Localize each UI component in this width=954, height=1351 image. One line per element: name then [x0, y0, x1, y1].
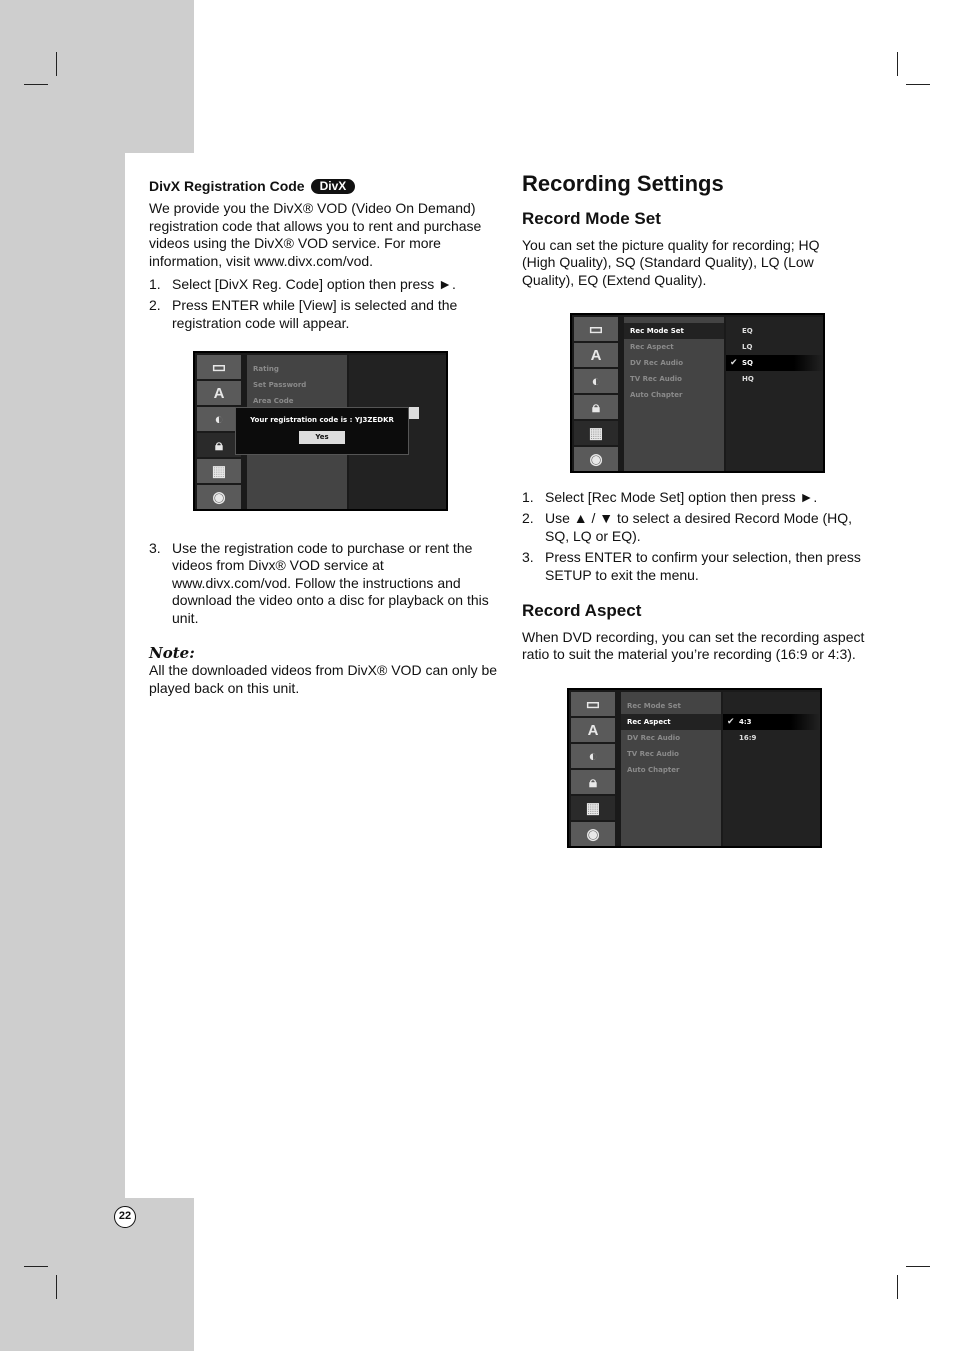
disc-icon: ◉: [197, 485, 241, 509]
crop-mark: [906, 1266, 930, 1267]
record-aspect-screen: [567, 688, 822, 848]
record-aspect-heading: Record Aspect: [522, 601, 642, 621]
crop-mark: [897, 1275, 898, 1299]
record-mode-heading: Record Mode Set: [522, 209, 661, 228]
option-4-3[interactable]: ✔ 4:3: [723, 714, 820, 730]
divx-steps: [149, 276, 499, 332]
option-eq[interactable]: EQ: [742, 327, 753, 335]
crop-mark: [56, 1275, 57, 1299]
registration-code-text: Your registration code is : YJ3ZEDKR: [250, 416, 394, 424]
tv-icon: ▭: [574, 317, 618, 341]
menu-item-dv-rec-audio[interactable]: DV Rec Audio: [630, 359, 684, 367]
menu-item-rec-aspect[interactable]: Rec Aspect: [621, 714, 721, 730]
divx-registration-screen: [193, 351, 448, 511]
disc-icon: ◉: [574, 447, 618, 471]
disc-icon: ◉: [571, 822, 615, 846]
crop-mark: [24, 84, 48, 85]
left-column-lower: [149, 534, 499, 697]
list-item: 1. Select [DivX Reg. Code] option then press ►.: [149, 276, 456, 293]
divx-steps-continued: [149, 540, 499, 627]
film-icon: ▦: [571, 796, 615, 820]
menu-item-rec-mode-set[interactable]: Rec Mode Set: [624, 323, 724, 339]
crop-mark: [24, 1266, 48, 1267]
language-icon: A: [571, 718, 615, 742]
record-mode-steps: [522, 489, 872, 584]
crop-mark: [56, 52, 57, 76]
menu-item-tv-rec-audio[interactable]: TV Rec Audio: [627, 750, 679, 758]
note-text: All the downloaded videos from DivX® VOD can only be played back on this unit.: [149, 662, 498, 696]
osd-option-pane: [726, 317, 823, 471]
film-icon: ▦: [574, 421, 618, 445]
page-number: 22: [114, 1206, 136, 1228]
film-icon: ▦: [197, 459, 241, 483]
record-aspect-intro: When DVD recording, you can set the recording aspect ratio to suit the material you’re recording (16:9 or 4:3).: [522, 629, 865, 663]
menu-item-dv-rec-audio[interactable]: DV Rec Audio: [627, 734, 681, 742]
lock-icon: 🔒︎: [574, 395, 618, 419]
osd-menu-pane: [624, 317, 724, 471]
tv-icon: ▭: [571, 692, 615, 716]
registration-popup: [235, 407, 409, 455]
divx-badge: DivX: [311, 179, 356, 194]
menu-item-tv-rec-audio[interactable]: TV Rec Audio: [630, 375, 682, 383]
osd-option-pane: [723, 692, 820, 846]
option-16-9[interactable]: 16:9: [739, 734, 757, 742]
menu-item-rec-mode-set[interactable]: Rec Mode Set: [627, 702, 681, 710]
audio-icon: ◐: [571, 744, 615, 768]
menu-item-rec-aspect[interactable]: Rec Aspect: [630, 343, 674, 351]
menu-item-rating[interactable]: Rating: [253, 365, 279, 373]
gray-margin-top: [0, 0, 194, 153]
option-hq[interactable]: HQ: [742, 375, 754, 383]
divx-heading: DivX Registration Code DivX: [149, 178, 499, 195]
osd-icon-column: [574, 317, 620, 473]
crop-mark: [906, 84, 930, 85]
list-item: 2. Use ▲ / ▼ to select a desired Record Mode (HQ, SQ, LQ or EQ).: [522, 510, 853, 544]
lock-icon: 🔒︎: [197, 433, 241, 457]
yes-button[interactable]: Yes: [299, 431, 345, 444]
tv-icon: ▭: [197, 355, 241, 379]
audio-icon: ◐: [197, 407, 241, 431]
record-mode-screen: [570, 313, 825, 473]
menu-item-area-code[interactable]: Area Code: [253, 397, 294, 405]
note-title: Note:: [149, 644, 195, 663]
gray-margin-bottom: [0, 1198, 194, 1351]
language-icon: A: [574, 343, 618, 367]
check-icon: ✔: [730, 358, 738, 368]
record-mode-intro: You can set the picture quality for recording; HQ (High Quality), SQ (Standard Quality), LQ (Low Quality), EQ (Extend Quality).: [522, 237, 820, 288]
option-lq[interactable]: LQ: [742, 343, 753, 351]
menu-item-auto-chapter[interactable]: Auto Chapter: [627, 766, 680, 774]
crop-mark: [897, 52, 898, 76]
menu-item-auto-chapter[interactable]: Auto Chapter: [630, 391, 683, 399]
list-item: 1. Select [Rec Mode Set] option then press ►.: [522, 489, 818, 505]
divx-intro: We provide you the DivX® VOD (Video On Demand) registration code that allows you to rent and purchase videos using the DivX® VOD service. For more information, visit www.divx.com/vod.: [149, 200, 482, 269]
menu-item-set-password[interactable]: Set Password: [253, 381, 307, 389]
list-item: 2. Press ENTER while [View] is selected and the registration code will appear.: [149, 297, 458, 331]
check-icon: ✔: [727, 717, 735, 727]
option-sq[interactable]: ✔ SQ: [726, 355, 823, 371]
lock-icon: 🔒︎: [571, 770, 615, 794]
audio-icon: ◐: [574, 369, 618, 393]
right-column: [522, 170, 872, 289]
list-item: 3. Press ENTER to confirm your selection, then press SETUP to exit the menu.: [522, 549, 861, 583]
right-column-middle: [522, 483, 872, 664]
gray-margin-left: [0, 153, 125, 1198]
list-item: 3. Use the registration code to purchase or rent the videos from Divx® VOD service at www.divx.com/vod. Follow the instructions and download the video onto a disc for playback on this unit.: [149, 540, 489, 626]
left-column: [149, 178, 499, 336]
language-icon: A: [197, 381, 241, 405]
page-title: Recording Settings: [522, 171, 724, 196]
osd-menu-pane: [621, 692, 721, 846]
osd-icon-column: [571, 692, 617, 848]
